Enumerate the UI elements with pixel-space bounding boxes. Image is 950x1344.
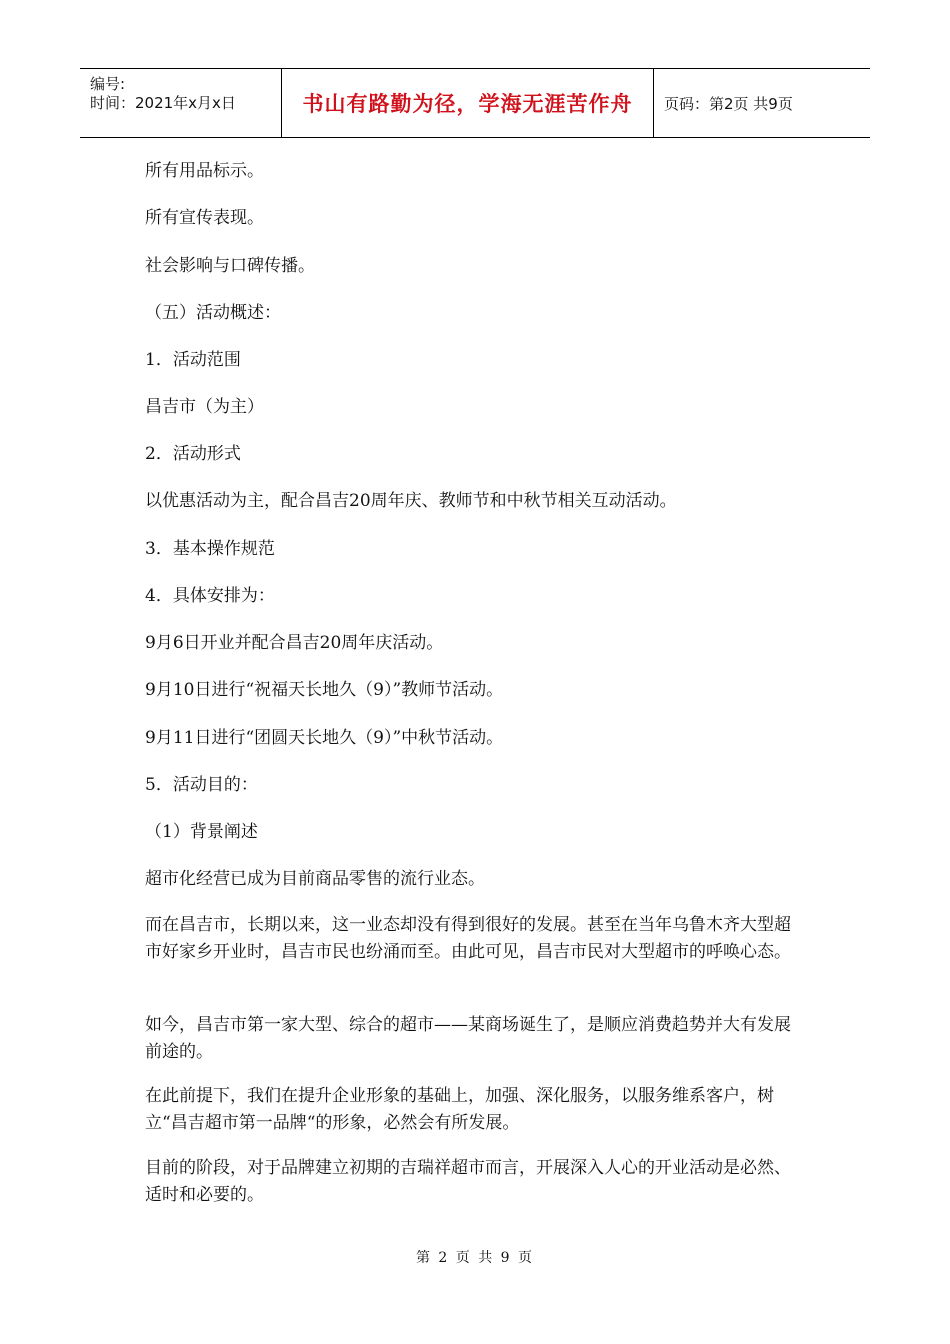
subsection-heading: 3．基本操作规范 — [145, 539, 275, 559]
page-header — [80, 68, 870, 138]
paragraph: 而在昌吉市，长期以来，这一业态却没有得到很好的发展。甚至在当年乌鲁木齐大型超市好家乡开业时，昌吉市民也纷涌而至。由此可见，昌吉市民对大型超市的呼唤心态。 — [145, 915, 791, 962]
paragraph: 昌吉市（为主） — [145, 397, 264, 417]
subsection-heading: 2．活动形式 — [145, 444, 241, 464]
header-meta — [80, 69, 282, 137]
subsection-heading: 1．活动范围 — [145, 350, 241, 370]
page-footer: 第 2 页 共 9 页 — [415, 1250, 535, 1266]
section-heading: （五）活动概述： — [145, 303, 281, 323]
subsection-heading: 5．活动目的： — [145, 775, 258, 795]
document-time-label: 时间：2021年x月x日 — [90, 94, 236, 112]
paragraph: 所有用品标示。 — [145, 161, 264, 181]
paragraph: 以优惠活动为主，配合昌吉20周年庆、教师节和中秋节相关互动活动。 — [145, 491, 677, 511]
subsection-heading: （1）背景阐述 — [145, 822, 258, 842]
header-motto: 书山有路勤为径，学海无涯苦作舟 — [282, 69, 654, 137]
paragraph: 所有宣传表现。 — [145, 208, 264, 228]
paragraph: 社会影响与口碑传播。 — [145, 256, 315, 276]
paragraph: 超市化经营已成为目前商品零售的流行业态。 — [145, 869, 485, 889]
paragraph: 9月11日进行“团圆天长地久（9）”中秋节活动。 — [145, 728, 504, 748]
paragraph: 9月10日进行“祝福天长地久（9）”教师节活动。 — [145, 680, 504, 700]
subsection-heading: 4．具体安排为： — [145, 586, 275, 606]
paragraph: 9月6日开业并配合昌吉20周年庆活动。 — [145, 633, 444, 653]
paragraph: 在此前提下，我们在提升企业形象的基础上，加强、深化服务，以服务维系客户，树立“昌吉超市第一品牌“的形象，必然会有所发展。 — [145, 1086, 774, 1133]
paragraph: 目前的阶段，对于品牌建立初期的吉瑞祥超市而言，开展深入人心的开业活动是必然、适时和必要的。 — [145, 1158, 791, 1205]
document-number-label: 编号: — [90, 75, 126, 93]
paragraph: 如今，昌吉市第一家大型、综合的超市——某商场诞生了，是顺应消费趋势并大有发展前途的。 — [145, 1015, 791, 1062]
header-page-info: 页码：第2页 共9页 — [664, 94, 793, 113]
